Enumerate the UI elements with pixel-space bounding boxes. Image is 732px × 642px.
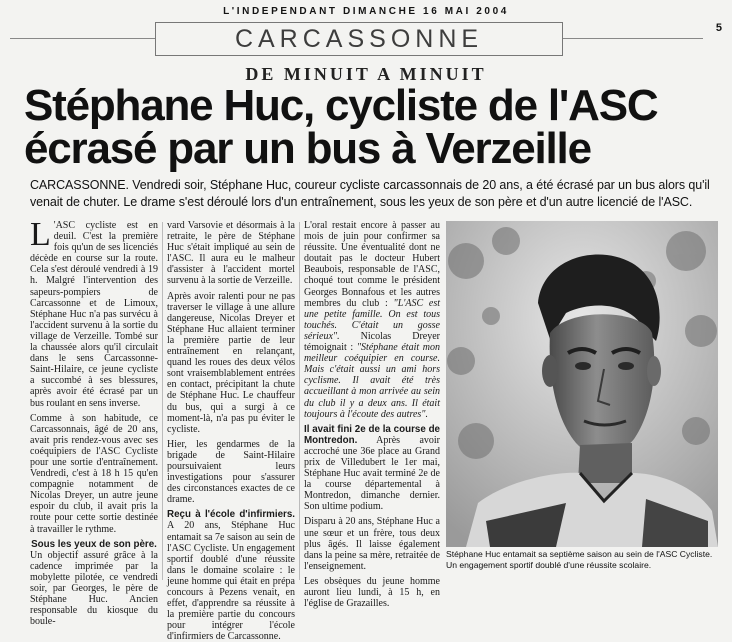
col2-paragraph-4: A 20 ans, Stéphane Huc entamait sa 7e saison au sein de l'ASC Cycliste. Un engagement sportif doublé d'une réussite dans le domaine scolaire : le jeune homme qui était en prépa concours à Pezens venait, en effet, d'apprendre sa réussite à la première partie du concours pour intégrer l'école d'infirmiers de Carcassonne. bbox=[167, 520, 295, 642]
photo-caption: Stéphane Huc entamait sa septième saison au sein de l'ASC Cycliste. Un engagement sportif doublé d'une réussite scolaire. bbox=[446, 549, 713, 570]
portrait-illustration bbox=[446, 221, 718, 547]
col3-subheading: Il avait fini 2e de la course de Montredon. bbox=[304, 423, 440, 446]
col2-subheading: Reçu à l'école d'infirmiers. bbox=[167, 509, 295, 521]
col1-subheading: Sous les yeux de son père. bbox=[31, 538, 157, 550]
section-rule-left bbox=[10, 38, 155, 39]
col3-paragraph-3: Après avoir accroché une 36e place au Grand prix de Villedubert le 1er mai, Stéphane Huc avait terminé 2e de la course départemental à Montredon, dimanche dernier. Son ultime podium. bbox=[304, 434, 440, 513]
page-number: 5 bbox=[715, 22, 722, 34]
col3-quote-2: "Stéphane était mon meilleur coéquipier en course. Mais c'était aussi un ami hors cyclisme. Il avait été très accueillant à mon arrivée au sein du club il y a deux ans. Il était toujours à l'écoute des autres". bbox=[304, 342, 441, 420]
headline bbox=[24, 81, 714, 173]
col1-paragraph-1: 'ASC cycliste est en deuil. C'est la première fois qu'un de ses licenciés décède en course sur la route. Cela s'est déroulé vendredi à 19 h. Malgré l'intervention des sapeurs-pompiers de Carcassonne et de Limoux, Stéphane Huc n'a pas survécu à l'accident survenu à la sortie du village de Verzeille. Tombé sur la chaussée alors qu'il circulait dans le sens Carcassonne-Saint-Hilaire, ce jeune cycliste a succombé à ses blessures, après avoir été écrasé par un bus roulant en sens inverse. bbox=[30, 220, 158, 409]
col1-paragraph-2: Comme à son habitude, ce Carcassonnais, âgé de 20 ans, avait pris rendez-vous avec ses coéquipiers de l'ASC Cycliste pour une sortie d'entraînement. Vendredi, c'est à 18 h 15 qu'en compagnie notamment de Nicolas Dreyer, un autre jeune espoir du club, il avait pris la route pour cette sortie destinée à travailler le rythme. bbox=[30, 412, 158, 535]
col1-paragraph-3: Un objectif assuré grâce à la cadence imprimée par la mobylette pilotée, ce vendredi soir, par Georges, le père de Stéphane Huc. Ancien responsable du kiosque du boule- bbox=[30, 549, 158, 628]
column-rule bbox=[299, 222, 300, 580]
col2-paragraph-2: Après avoir ralenti pour ne pas traverser le village à une allure dangereuse, Nicolas Dreyer et Stéphane Huc allaient terminer la première partie de leur entraînement en relançant, quand les roues des deux vélos sont vraisemblablement entrées en contact, précipitant la chute de Stéphane Huc. Le chauffeur du bus, qui a surgi à ce moment-là, n'a pas pu éviter le cycliste. bbox=[167, 290, 295, 435]
article-column-2 bbox=[167, 220, 295, 642]
col3-paragraph-2: Nicolas Dreyer témoignait : bbox=[304, 330, 441, 354]
headline-line-1: Stéphane Huc, cycliste de l'ASC bbox=[24, 81, 658, 130]
col3-paragraph-1: L'oral restait encore à passer au mois de juin pour confirmer sa réussite. Une éventualité dont ne doutait pas le docteur Hubert Beaubois, responsable de l'ASC, choqué tout comme le président Georges Bonnafous et les autres membres du club : bbox=[304, 220, 440, 309]
headline-line-2: écrasé par un bus à Verzeille bbox=[24, 124, 591, 173]
article-column-3 bbox=[304, 220, 441, 610]
article-column-1 bbox=[30, 216, 158, 628]
col3-paragraph-5: Les obsèques du jeune homme auront lieu lundi, à 15 h, en l'église de Grazailles. bbox=[304, 575, 440, 610]
portrait-photo bbox=[446, 221, 718, 547]
rubric: DE MINUIT A MINUIT bbox=[245, 64, 487, 84]
drop-cap: L bbox=[30, 216, 51, 253]
col3-quote-1: "L'ASC est une petite famille. On est tous touchés. C'était un gosse sérieux". bbox=[304, 297, 440, 342]
section-rule-right bbox=[563, 38, 703, 39]
lede: CARCASSONNE. Vendredi soir, Stéphane Huc, coureur cycliste carcassonnais de 20 ans, a été écrasé par un bus alors qu'il venait de chuter. Le drame s'est déroulé lors d'un entraînement, sous les yeux de son père et d'un autre licencié de l'ASC. bbox=[30, 178, 710, 209]
section-title: CARCASSONNE bbox=[155, 22, 563, 56]
col2-paragraph-1: vard Varsovie et désormais à la retraite, le père de Stéphane Huc s'était impliqué au sein de l'ASC. Il aura eu le malheur d'assister à l'accident mortel survenu à la sortie de Verzeille. bbox=[167, 220, 295, 287]
col3-paragraph-4: Disparu à 20 ans, Stéphane Huc a une sœur et un frère, tous deux plus âgés. Il laisse également dans la peine sa mère, retraitée de l'enseignement. bbox=[304, 516, 440, 572]
masthead: L'INDEPENDANT DIMANCHE 16 MAI 2004 bbox=[223, 6, 509, 17]
col2-paragraph-3: Hier, les gendarmes de la brigade de Saint-Hilaire poursuivaient leurs investigations pour s'assurer des circonstances exactes de ce drame. bbox=[167, 438, 295, 506]
column-rule bbox=[162, 222, 163, 580]
